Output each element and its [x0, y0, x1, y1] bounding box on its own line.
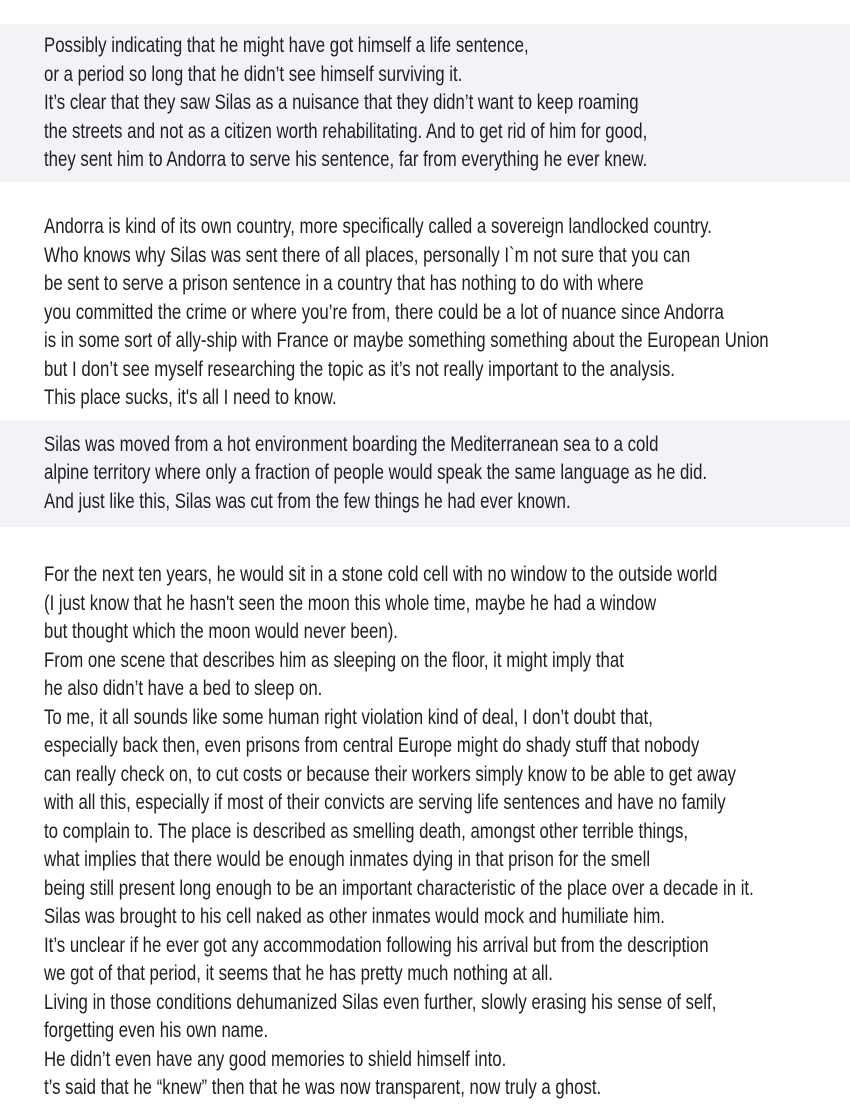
text-line: is in some sort of ally-ship with France or maybe something something about the European Union — [44, 329, 769, 352]
text-line: Andorra is kind of its own country, more specifically called a sovereign landlocked country. — [44, 215, 712, 238]
text-line: being still present long enough to be an important characteristic of the place over a decade in it. — [44, 876, 754, 900]
text-line: what implies that there would be enough inmates dying in that prison for the smell — [44, 848, 651, 871]
text-line: (I just know that he hasn't seen the moon this whole time, maybe he had a window — [44, 591, 657, 615]
text-line: with all this, especially if most of their convicts are serving life sentences and have no family — [44, 791, 726, 814]
text-line: they sent him to Andorra to serve his sentence, far from everything he ever knew. — [44, 148, 648, 171]
text-line: Possibly indicating that he might have got himself a life sentence, — [44, 34, 529, 57]
text-line: To me, it all sounds like some human right violation kind of deal, I don’t doubt that, — [44, 705, 653, 729]
text-line: And just like this, Silas was cut from the few things he had ever known. — [44, 489, 571, 513]
paragraph-plain-2 — [0, 527, 850, 1103]
text-line: Silas was moved from a hot environment boarding the Mediterranean sea to a cold — [44, 432, 659, 456]
text-line: From one scene that describes him as sleeping on the floor, it might imply that — [44, 648, 624, 672]
text-line: especially back then, even prisons from central Europe might do shady stuff that nobody — [44, 734, 700, 757]
text-line: Silas was brought to his cell naked as other inmates would mock and humiliate him. — [44, 905, 665, 928]
text-line: forgetting even his own name. — [44, 1019, 269, 1042]
text-line: the streets and not as a citizen worth rehabilitating. And to get rid of him for good, — [44, 119, 648, 143]
text-line: It’s unclear if he ever got any accommodation following his arrival but from the description — [44, 933, 709, 957]
text-line: t’s said that he “knew” then that he was now transparent, now truly a ghost. — [44, 1076, 602, 1099]
text-line: to complain to. The place is described as smelling death, amongst other terrible things, — [44, 819, 689, 843]
text-line: be sent to serve a prison sentence in a country that has nothing to do with where — [44, 272, 644, 295]
text-line: Who knows why Silas was sent there of all places, personally I`m not sure that you can — [44, 243, 691, 267]
document-page — [0, 24, 850, 1116]
text-line: It’s clear that they saw Silas as a nuisance that they didn’t want to keep roaming — [44, 91, 639, 114]
text-line: or a period so long that he didn’t see himself surviving it. — [44, 62, 463, 86]
paragraph-plain-1 — [0, 182, 850, 413]
text-line: we got of that period, it seems that he has pretty much nothing at all. — [44, 962, 553, 985]
text-line: can really check on, to cut costs or because their workers simply know to be able to get away — [44, 762, 736, 786]
text-line: alpine territory where only a fraction of people would speak the same language as he did. — [44, 461, 708, 484]
text-line: but I don’t see myself researching the topic as it’s not really important to the analysis. — [44, 357, 675, 381]
paragraph-highlighted-1 — [0, 24, 850, 182]
paragraph-highlighted-2 — [0, 420, 850, 527]
text-line: This place sucks, it's all I need to know. — [44, 386, 337, 409]
text-line: but thought which the moon would never been). — [44, 620, 398, 643]
text-line: you committed the crime or where you’re from, there could be a lot of nuance since Andorra — [44, 300, 724, 324]
text-line: For the next ten years, he would sit in a stone cold cell with no window to the outside world — [44, 563, 718, 586]
text-line: Living in those conditions dehumanized Silas even further, slowly erasing his sense of self, — [44, 990, 717, 1014]
text-line: He didn’t even have any good memories to shield himself into. — [44, 1047, 507, 1071]
text-line: he also didn’t have a bed to sleep on. — [44, 677, 323, 700]
